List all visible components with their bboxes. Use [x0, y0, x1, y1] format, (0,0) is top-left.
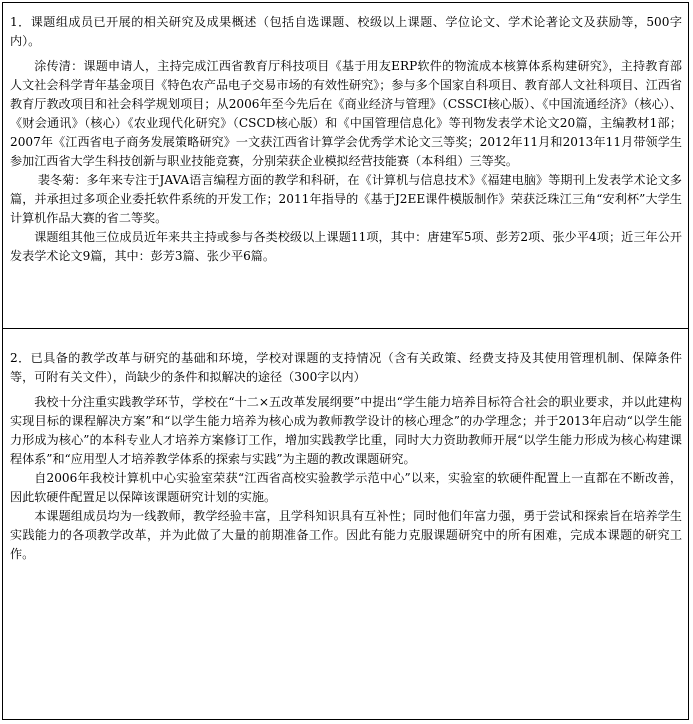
paragraph-pei-dongju: 裴冬菊：多年来专注于JAVA语言编程方面的教学和科研，在《计算机与信息技术》《福建电脑》等期刊上发表学术论文多篇，并承担过多项企业委托软件系统的开发工作；2011年指导的《基于J2EE课件模版制作》荣获泛珠江三角“安利杯”大学生计算机作品大赛的省二等奖。 — [10, 173, 682, 225]
paragraph-tu-chuanqing: 涂传清：课题申请人，主持完成江西省教育厅科技项目《基于用友ERP软件的物流成本核算体系构建研究》，主持教育部人文社会科学青年基金项目《特色农产品电子交易市场的有效性研究》；参与多个国家自科项目、教育部人文社科项目、江西省教育厅教改项目和社会科学规划项目；从2006年至今先后在《商业经济与管理》（CSSCI核心版）、《中国流通经济》（核心）、《财会通讯》（核心）《农业现代化研究》（CSCD核心版）和《中国管理信息化》等刊物发表学术论文20篇，主编教材1部；2007年《江西省电子商务发展策略研究》一文获江西省计算学会优秀学术论文三等奖；2012年11月和2013年11月带领学生参加江西省大学生科技创新与职业技能竞赛，分别荣获企业模拟经营技能赛（本科组）三等奖。 — [10, 59, 682, 168]
section-divider — [2, 328, 689, 329]
section-teaching-foundation — [10, 349, 682, 564]
section-2-heading: 2．已具备的教学改革与研究的基础和环境，学校对课题的支持情况（含有关政策、经费支持及其使用管理机制、保障条件等，可附有关文件），尚缺少的条件和拟解决的途径（300字以内） — [10, 351, 682, 384]
paragraph-lab-support: 自2006年我校计算机中心实验室荣获“江西省高校实验教学示范中心”以来，实验室的软硬件配置上一直都在不断改善，因此软硬件配置足以保障该课题研究计划的实施。 — [10, 471, 682, 504]
paragraph-team-capability: 本课题组成员均为一线教师，教学经验丰富，且学科知识具有互补性；同时他们年富力强，勇于尝试和探索旨在培养学生实践能力的各项教学改革，并为此做了大量的前期准备工作。因此有能力克服课题研究中的所有困难，完成本课题的研究工作。 — [10, 509, 682, 561]
paragraph-school-policy: 我校十分注重实践教学环节，学校在“十二×五改革发展纲要”中提出“学生能力培养目标符合社会的职业要求，并以此建构实现目标的课程解决方案”和“以学生能力培养为核心成为教师教学设计的核心理念”的办学理念；并于2013年启动“以学生能力形成为核心”的本科专业人才培养方案修订工作，增加实践教学比重，同时大力资助教师开展“以学生能力形成为核心构建课程体系”和“应用型人才培养教学体系的探索与实践”为主题的教改课题研究。 — [10, 395, 682, 466]
paragraph-other-members: 课题组其他三位成员近年来共主持或参与各类校级以上课题11项，其中：唐建军5项、彭芳2项、张少平4项；近三年公开发表学术论文9篇，其中：彭芳3篇、张少平6篇。 — [10, 230, 682, 263]
section-1-heading: 1．课题组成员已开展的相关研究及成果概述（包括自选课题、校级以上课题、学位论文、学术论著论文及获励等，500字内）。 — [10, 15, 682, 48]
section-research-achievements — [10, 13, 682, 266]
